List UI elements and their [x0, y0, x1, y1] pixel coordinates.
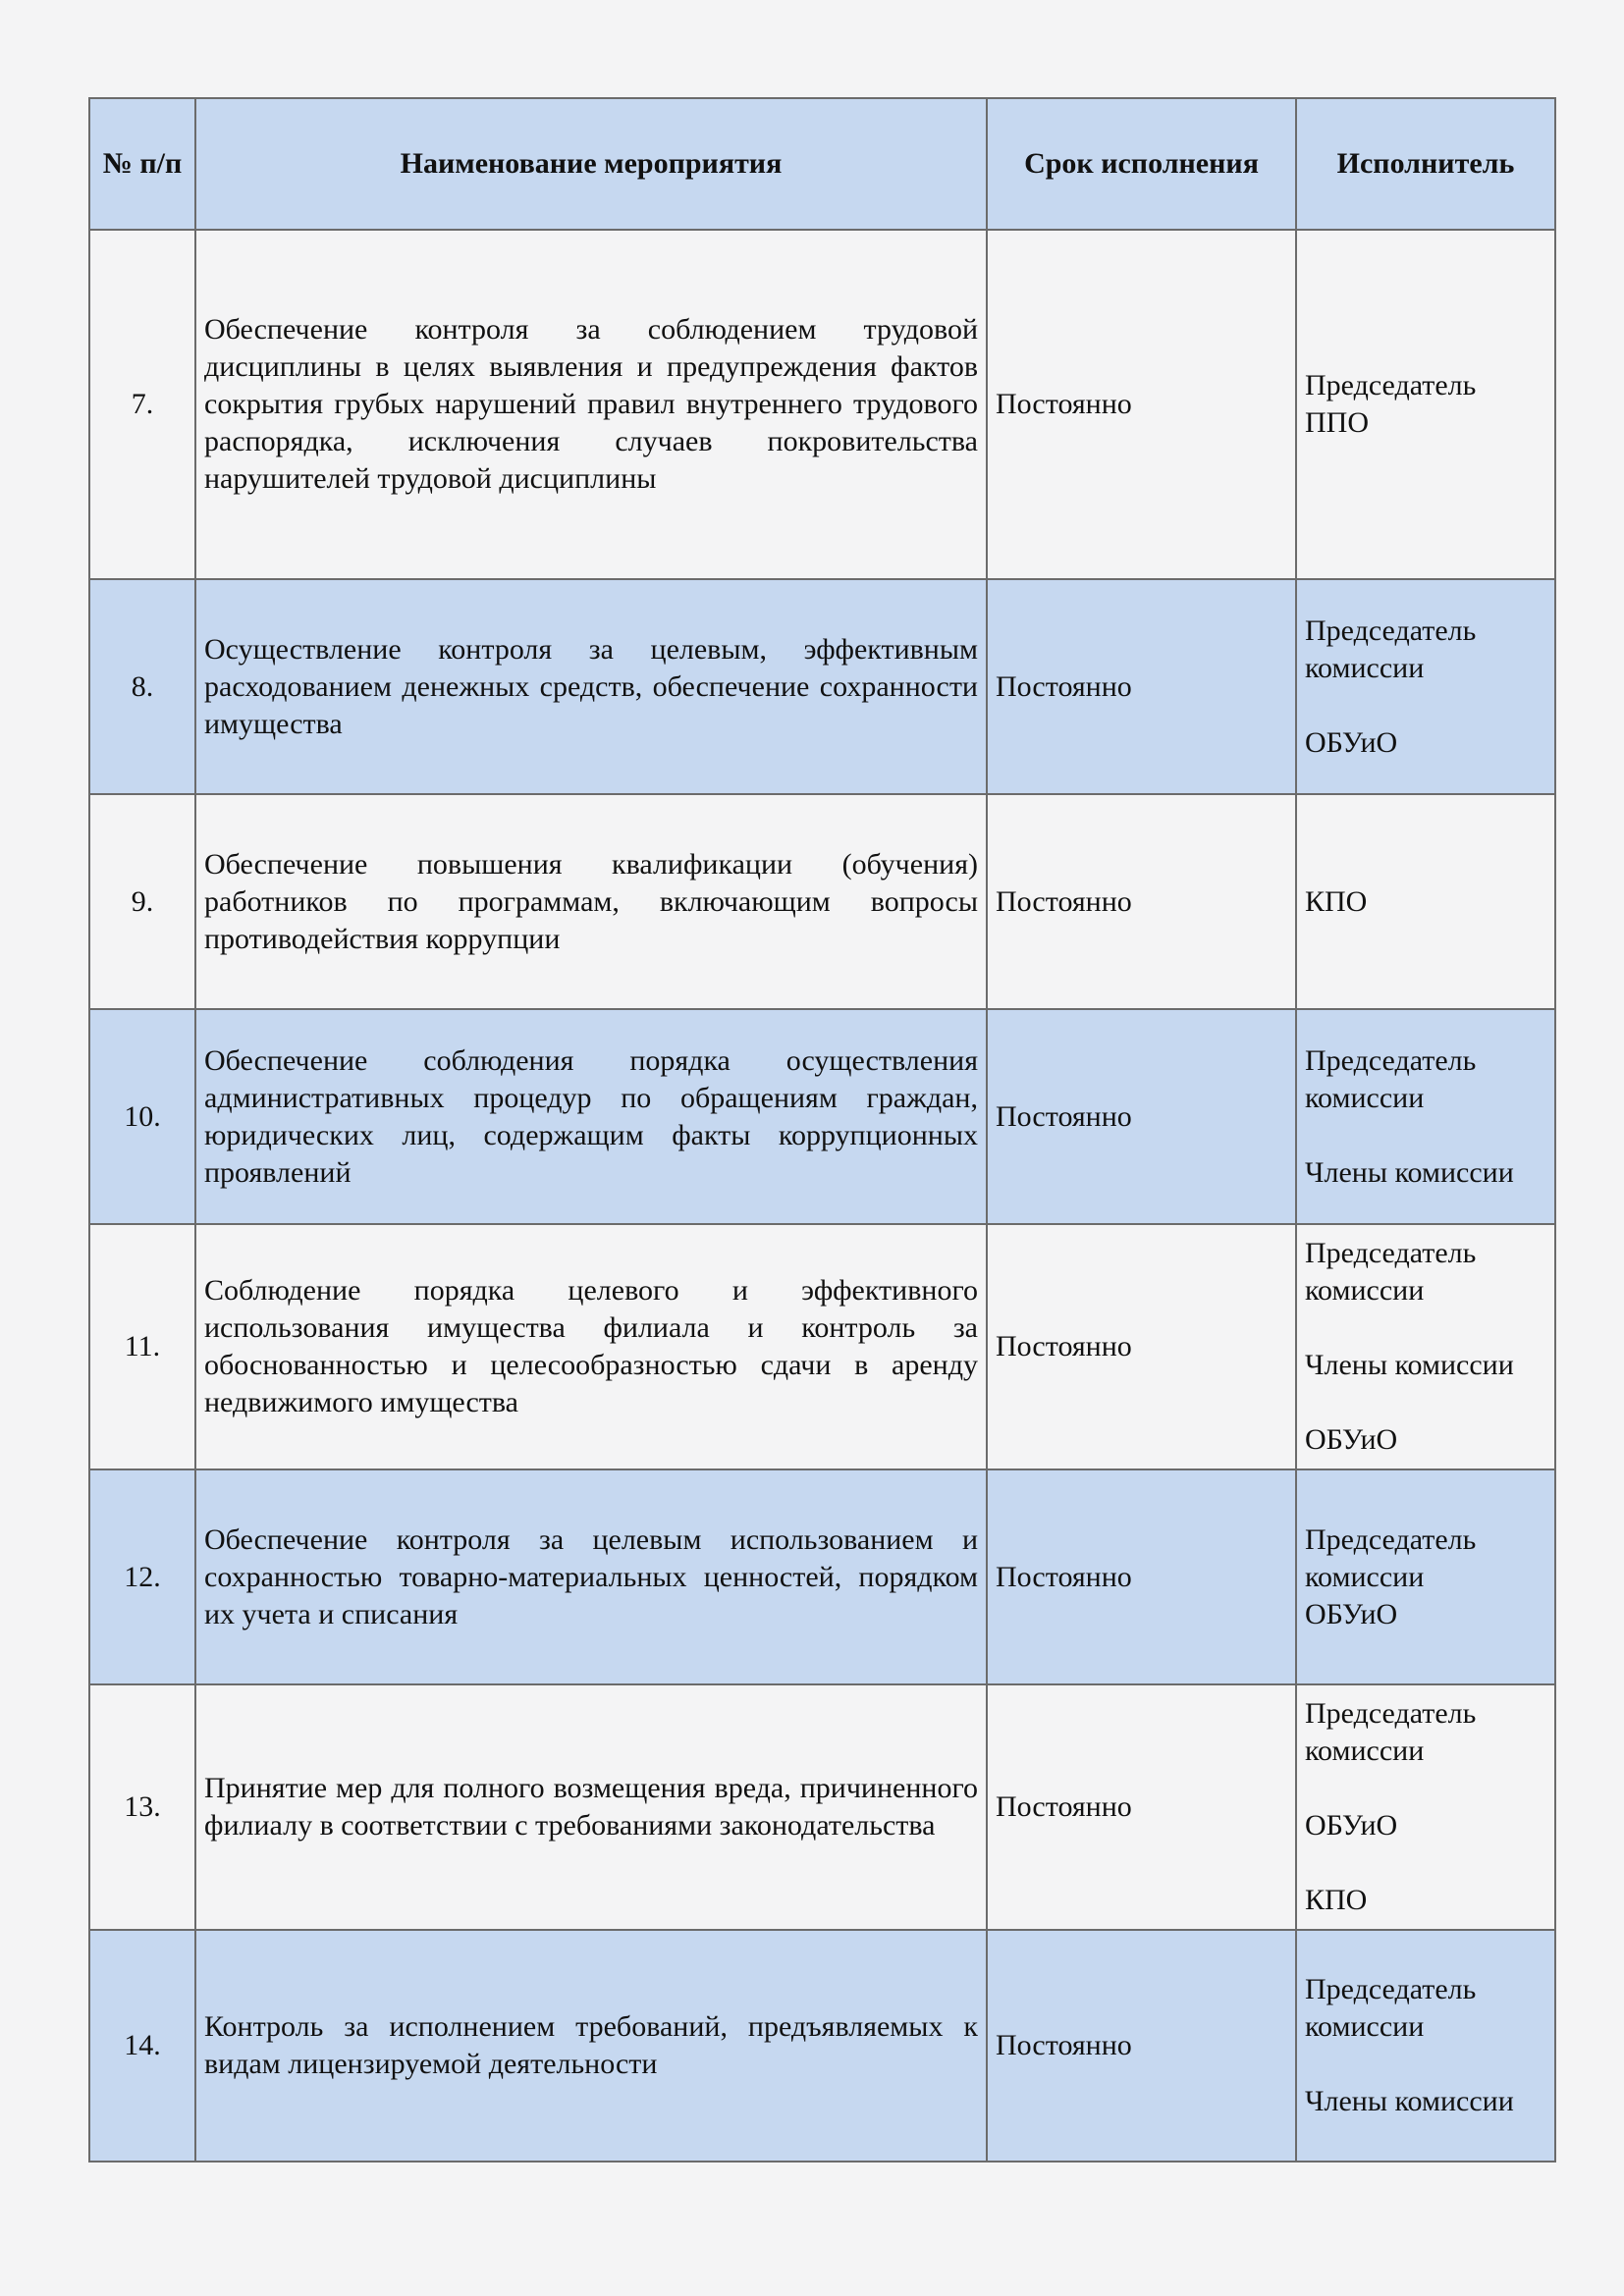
executor-line: КПО [1305, 884, 1368, 918]
executor-line: Члены комиссии [1305, 1155, 1514, 1189]
header-executor: Исполнитель [1296, 98, 1555, 230]
table-row [89, 579, 1555, 794]
executor-line: Председатель комиссии [1305, 614, 1477, 684]
measure-executor [1296, 1469, 1555, 1684]
executor-line: ОБУиО [1305, 725, 1398, 759]
executor-spacer [1305, 2046, 1546, 2083]
row-number: 9. [89, 794, 195, 1009]
measure-executor [1296, 794, 1555, 1009]
executor-line: Члены комиссии [1305, 1349, 1514, 1381]
measure-term: Постоянно [987, 794, 1296, 1009]
measures-table [88, 97, 1556, 2163]
measure-term: Постоянно [987, 1009, 1296, 1224]
executor-spacer [1305, 1770, 1546, 1807]
table-row [89, 1224, 1555, 1469]
measure-name: Обеспечение контроля за соблюдением трудовой дисциплины в целях выявления и предупреждения фактов сокрытия грубых нарушений правил внутреннего трудового распорядка, исключения случаев покровительства нарушителей трудовой дисциплины [195, 230, 987, 579]
executor-line: ОБУиО [1305, 1597, 1398, 1630]
executor-line: Председатель ППО [1305, 369, 1477, 439]
table-row [89, 794, 1555, 1009]
table-row [89, 1469, 1555, 1684]
measure-term: Постоянно [987, 1469, 1296, 1684]
measure-executor [1296, 230, 1555, 579]
table-row [89, 230, 1555, 579]
row-number: 13. [89, 1684, 195, 1930]
header-number: № п/п [89, 98, 195, 230]
table-header-row [89, 98, 1555, 230]
executor-line: Члены комиссии [1305, 2085, 1514, 2117]
executor-line: ОБУиО [1305, 1809, 1398, 1842]
measure-name: Контроль за исполнением требований, предъявляемых к видам лицензируемой деятельности [195, 1930, 987, 2162]
measure-executor [1296, 1930, 1555, 2162]
measure-term: Постоянно [987, 1224, 1296, 1469]
executor-spacer [1305, 687, 1546, 724]
measure-name: Осуществление контроля за целевым, эффективным расходованием денежных средств, обеспечение сохранности имущества [195, 579, 987, 794]
measure-name: Обеспечение соблюдения порядка осуществления административных процедур по обращениям граждан, юридических лиц, содержащим факты коррупционных проявлений [195, 1009, 987, 1224]
executor-line: Председатель комиссии [1305, 1522, 1477, 1593]
measure-executor [1296, 579, 1555, 794]
executor-line: КПО [1305, 1884, 1368, 1916]
measure-term: Постоянно [987, 230, 1296, 579]
executor-line: Председатель комиссии [1305, 1973, 1477, 2043]
header-term: Срок исполнения [987, 98, 1296, 230]
executor-spacer [1305, 1844, 1546, 1882]
row-number: 8. [89, 579, 195, 794]
executor-spacer [1305, 1384, 1546, 1421]
measure-executor [1296, 1009, 1555, 1224]
measure-name: Обеспечение повышения квалификации (обучения) работников по программам, включающим вопросы противодействия коррупции [195, 794, 987, 1009]
executor-line: ОБУиО [1305, 1423, 1398, 1456]
table-row [89, 1009, 1555, 1224]
executor-line: Председатель комиссии [1305, 1043, 1477, 1114]
measure-name: Соблюдение порядка целевого и эффективного использования имущества филиала и контроль за обоснованностью и целесообразностью сдачи в аренду недвижимого имущества [195, 1224, 987, 1469]
executor-spacer [1305, 1309, 1546, 1347]
table-row [89, 1930, 1555, 2162]
measure-term: Постоянно [987, 1684, 1296, 1930]
executor-line: Председатель комиссии [1305, 1237, 1477, 1307]
executor-line: Председатель комиссии [1305, 1697, 1477, 1767]
executor-spacer [1305, 1117, 1546, 1154]
header-measure-name: Наименование мероприятия [195, 98, 987, 230]
table-row [89, 1684, 1555, 1930]
row-number: 7. [89, 230, 195, 579]
measure-name: Обеспечение контроля за целевым использованием и сохранностью товарно-материальных ценностей, порядком их учета и списания [195, 1469, 987, 1684]
measure-name: Принятие мер для полного возмещения вреда, причиненного филиалу в соответствии с требованиями законодательства [195, 1684, 987, 1930]
measure-term: Постоянно [987, 1930, 1296, 2162]
row-number: 10. [89, 1009, 195, 1224]
row-number: 14. [89, 1930, 195, 2162]
measure-executor [1296, 1684, 1555, 1930]
measure-executor [1296, 1224, 1555, 1469]
row-number: 12. [89, 1469, 195, 1684]
measure-term: Постоянно [987, 579, 1296, 794]
row-number: 11. [89, 1224, 195, 1469]
